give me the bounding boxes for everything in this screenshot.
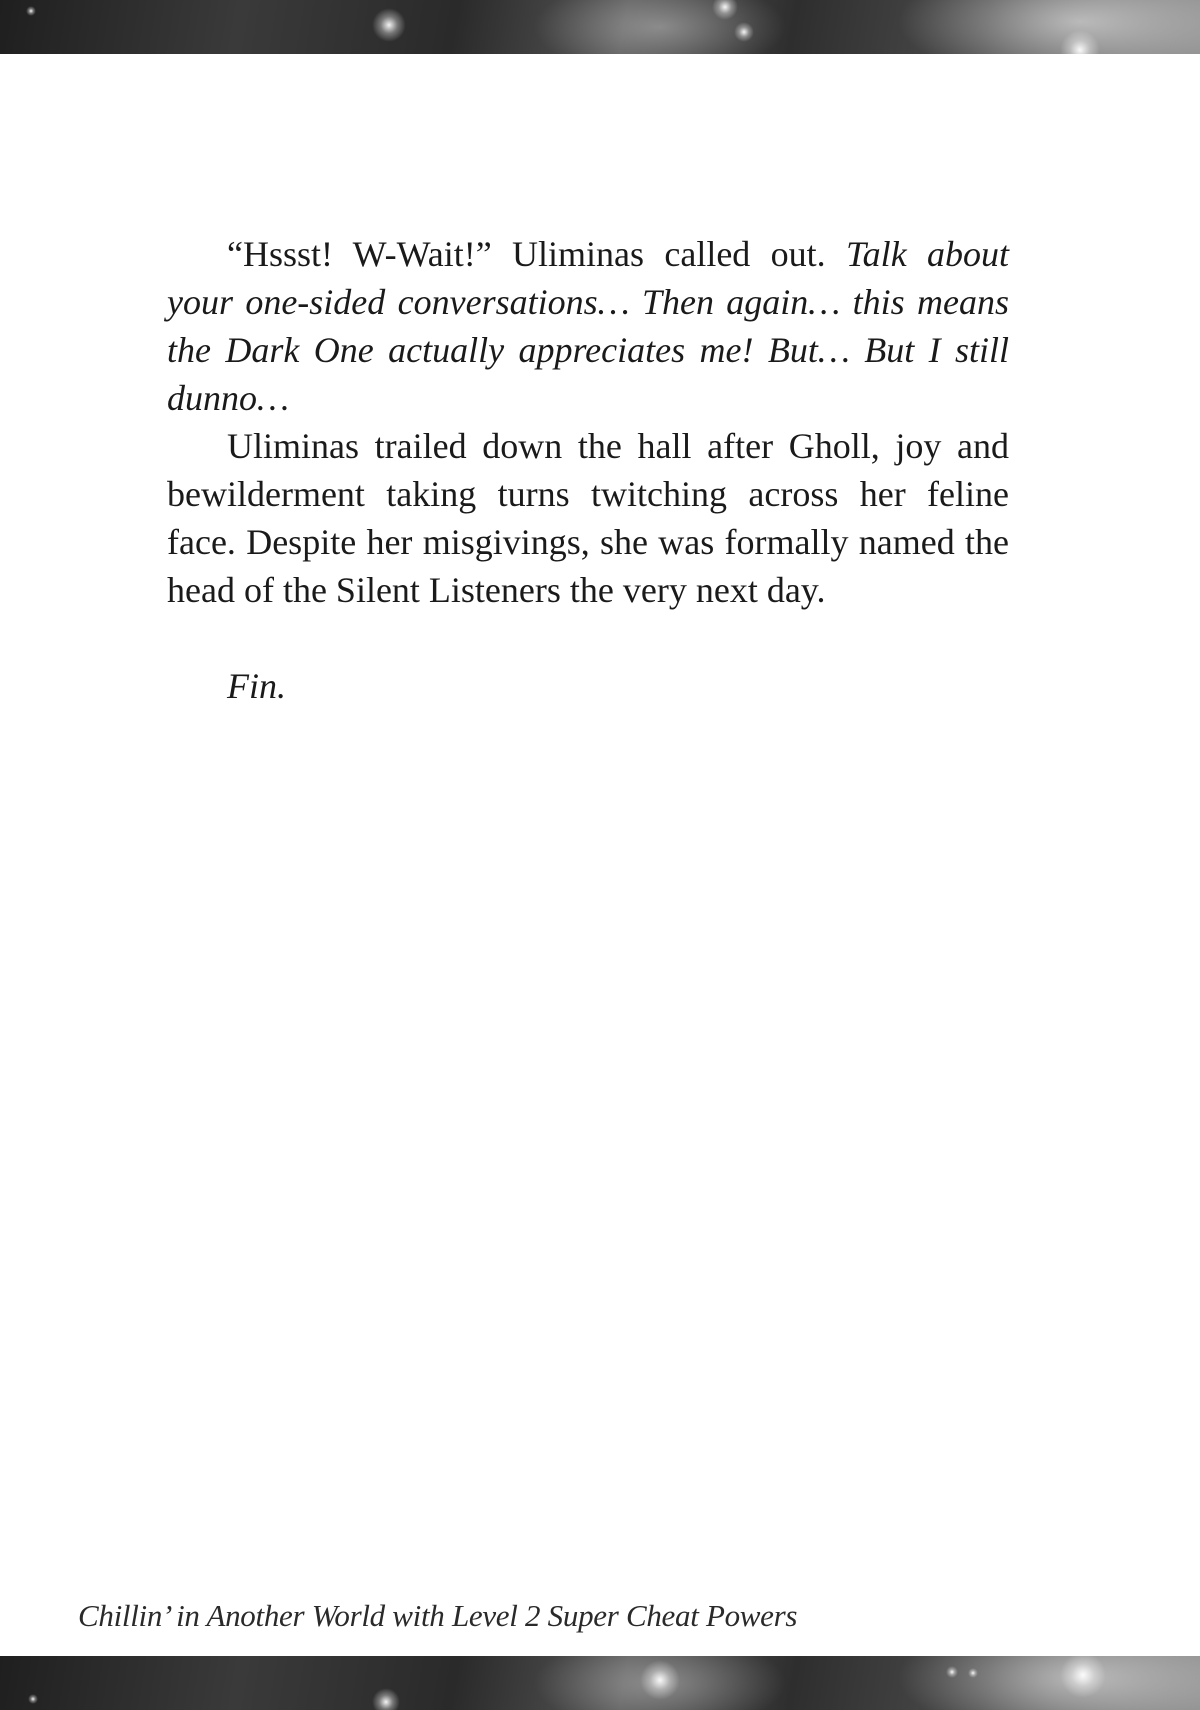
sparkle-decoration (640, 1660, 680, 1700)
sparkle-decoration (1060, 1656, 1106, 1698)
sparkle-decoration (968, 1668, 978, 1678)
paragraph-narration: Uliminas trailed down the hall after Gholl, joy and bewilderment taking turns twitching across her feline face. Despite her misgivings, she was formally named the head of the Silent Listeners the very next day. (167, 426, 1009, 610)
sparkle-decoration (734, 22, 754, 42)
header-decorative-band (0, 0, 1200, 54)
ending-text: Fin. (227, 666, 286, 706)
paragraph-dialogue (167, 230, 1009, 422)
inner-thought-text: Talk about your one-sided conversations… Then again… this means the Dark One actually appreciates me! But… But I still dunno… (167, 234, 1009, 418)
body-text (167, 230, 1009, 710)
sparkle-decoration (28, 1694, 38, 1704)
sparkle-decoration (26, 6, 36, 16)
footer-decorative-band (0, 1656, 1200, 1710)
running-footer-title: Chillin’ in Another World with Level 2 Super Cheat Powers (78, 1598, 798, 1633)
sparkle-decoration (372, 8, 406, 42)
sparkle-decoration (372, 1688, 400, 1710)
sparkle-decoration (946, 1666, 958, 1678)
sparkle-decoration (712, 0, 738, 20)
sparkle-decoration (1060, 30, 1100, 54)
dialogue-text: “Hssst! W-Wait!” Uliminas called out. (227, 234, 846, 274)
